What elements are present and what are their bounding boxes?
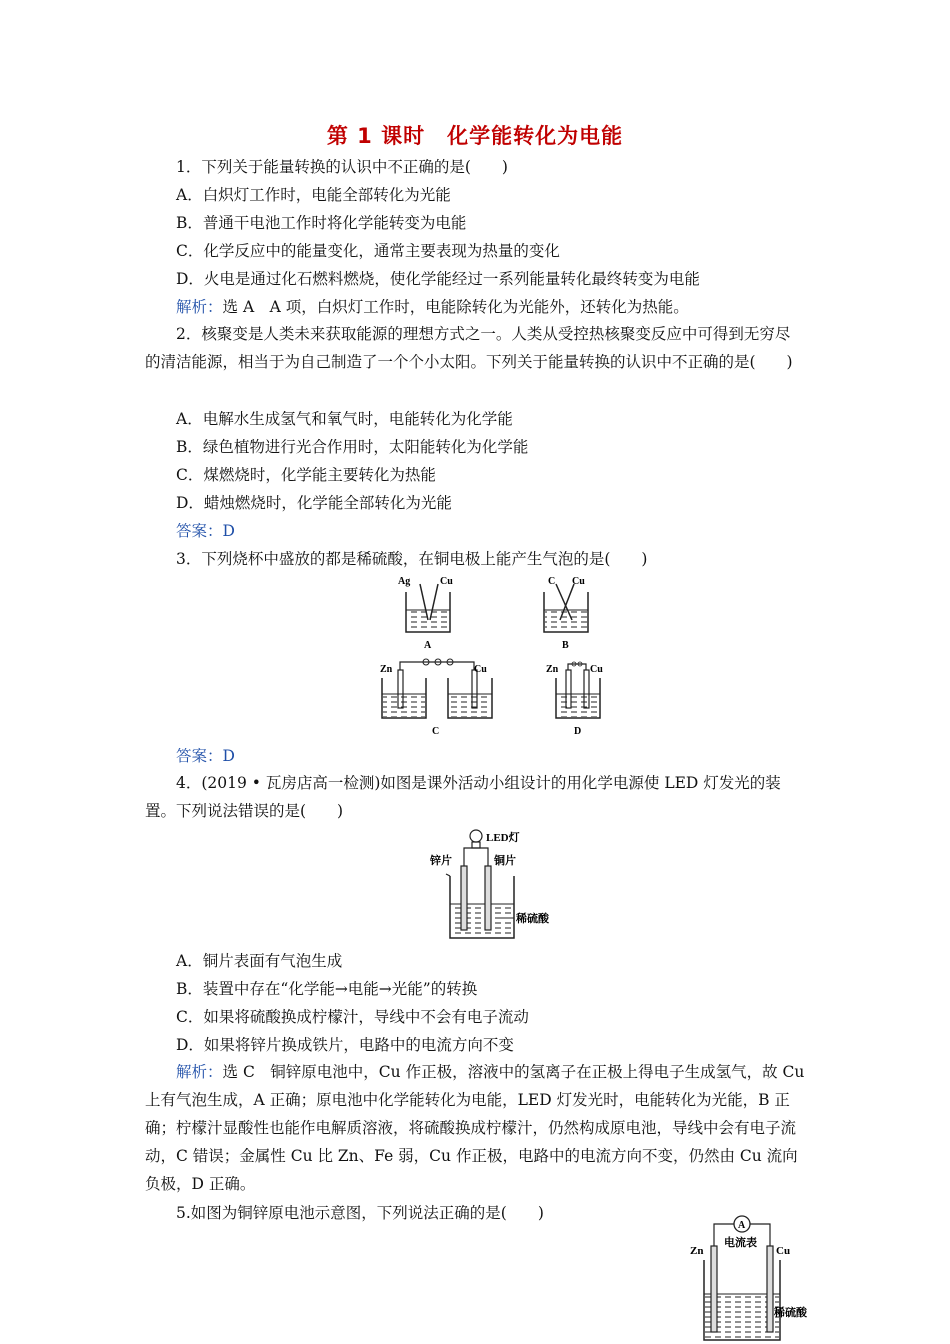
q1-stem: 1．下列关于能量转换的认识中不正确的是( ) bbox=[176, 158, 508, 176]
q1-option-c: C．化学反应中的能量变化，通常主要表现为热量的变化 bbox=[176, 242, 560, 260]
q3-answer: 答案：D bbox=[176, 747, 235, 765]
q1-analysis-label: 解析： bbox=[176, 298, 223, 316]
q4-analysis-text: 选 C 铜锌原电池中，Cu 作正极，溶液中的氢离子在正极上得电子生成氢气，故 Cu 上有气泡生成，A 正确；原电池中化学能转化为电能，LED 灯发光时，电能转化为光能，B 正确；柠檬汁显酸性也能作电解质溶液，将硫酸换成柠檬汁，仍然构成原电池，导线中会有电子流动，C 错误；金属性 Cu 比 Zn、Fe 弱，Cu 作正极，电路中的电流方向不变，仍然由 Cu 流向负极，D 正确。 bbox=[145, 1063, 805, 1193]
q1-option-d: D．火电是通过化石燃料燃烧，使化学能经过一系列能量转化最终转变为电能 bbox=[176, 270, 700, 288]
beaker-d-left-label: Zn bbox=[546, 664, 559, 675]
beaker-c-caption: C bbox=[432, 726, 440, 737]
beaker-b-caption: B bbox=[562, 640, 569, 651]
beaker-b-right-label: Cu bbox=[572, 576, 585, 587]
page-title: 第 1 课时 化学能转化为电能 bbox=[326, 124, 624, 148]
q5-copper-electrode bbox=[767, 1246, 773, 1332]
q5-zinc-label: Zn bbox=[690, 1245, 704, 1257]
beaker-b bbox=[544, 576, 588, 651]
zinc-electrode bbox=[461, 866, 467, 930]
ammeter-symbol: A bbox=[738, 1220, 746, 1231]
q5-zinc-electrode bbox=[711, 1246, 717, 1332]
q3-stem: 3．下列烧杯中盛放的都是稀硫酸，在铜电极上能产生气泡的是( ) bbox=[176, 550, 648, 568]
beaker-b-left-label: C bbox=[548, 576, 556, 587]
q2-option-a: A．电解水生成氢气和氧气时，电能转化为化学能 bbox=[176, 410, 513, 428]
beaker-d-right-label: Cu bbox=[590, 664, 603, 675]
ammeter-label: 电流表 bbox=[724, 1237, 757, 1249]
q2-option-d: D．蜡烛燃烧时，化学能全部转化为光能 bbox=[176, 494, 452, 512]
q5-acid-label: 稀硫酸 bbox=[774, 1307, 807, 1319]
beaker-c-left-label: Zn bbox=[380, 664, 393, 675]
copper-electrode bbox=[485, 866, 491, 930]
q4-option-a: A．铜片表面有气泡生成 bbox=[176, 952, 343, 970]
beaker-a bbox=[398, 576, 453, 651]
beaker-a-left-label: Ag bbox=[398, 576, 411, 587]
led-label: LED灯 bbox=[486, 832, 520, 844]
beaker-c-right-label: Cu bbox=[474, 664, 487, 675]
q1-option-b: B．普通干电池工作时将化学能转变为电能 bbox=[176, 214, 467, 232]
beaker-d bbox=[546, 662, 603, 737]
q2-option-c: C．煤燃烧时，化学能主要转化为热能 bbox=[176, 466, 436, 484]
q4-option-b: B．装置中存在“化学能→电能→光能”的转换 bbox=[176, 980, 478, 998]
q2-answer: 答案：D bbox=[176, 522, 235, 540]
q4-led-figure bbox=[414, 826, 574, 946]
q5-copper-label: Cu bbox=[776, 1245, 791, 1257]
q1-option-a: A．白炽灯工作时，电能全部转化为光能 bbox=[176, 186, 451, 204]
beaker-a-caption: A bbox=[424, 640, 432, 651]
q2-option-b: B．绿色植物进行光合作用时，太阳能转化为化学能 bbox=[176, 438, 529, 456]
q2-stem: 2．核聚变是人类未来获取能源的理想方式之一。人类从受控热核聚变反应中可得到无穷尽的清洁能源，相当于为自己制造了一个个小太阳。下列关于能量转换的认识中不正确的是( ) bbox=[145, 325, 793, 371]
beaker-c bbox=[380, 659, 492, 737]
q4-analysis-label: 解析： bbox=[176, 1063, 223, 1081]
q5-cell-figure bbox=[684, 1210, 834, 1344]
beaker-a-right-label: Cu bbox=[440, 576, 453, 587]
q4-option-d: D．如果将锌片换成铁片，电路中的电流方向不变 bbox=[176, 1036, 514, 1054]
q1-analysis-text: 选 A A 项，白炽灯工作时，电能除转化为光能外，还转化为热能。 bbox=[222, 298, 689, 316]
q1-analysis bbox=[176, 296, 689, 318]
q4-stem: 4．(2019 • 瓦房店高一检测)如图是课外活动小组设计的用化学电源使 LED 灯发光的装置。下列说法错误的是( ) bbox=[145, 774, 781, 820]
acid-label: 稀硫酸 bbox=[516, 913, 549, 925]
copper-label: 铜片 bbox=[494, 855, 516, 867]
q3-beakers-figure bbox=[360, 570, 620, 742]
q4-option-c: C．如果将硫酸换成柠檬汁，导线中不会有电子流动 bbox=[176, 1008, 529, 1026]
q5-stem: 5.如图为铜锌原电池示意图，下列说法正确的是( ) bbox=[176, 1204, 544, 1222]
led-bulb-icon bbox=[470, 830, 482, 842]
beaker-d-caption: D bbox=[574, 726, 582, 737]
q4-analysis bbox=[145, 1058, 805, 1198]
zinc-label: 锌片 bbox=[430, 855, 452, 867]
